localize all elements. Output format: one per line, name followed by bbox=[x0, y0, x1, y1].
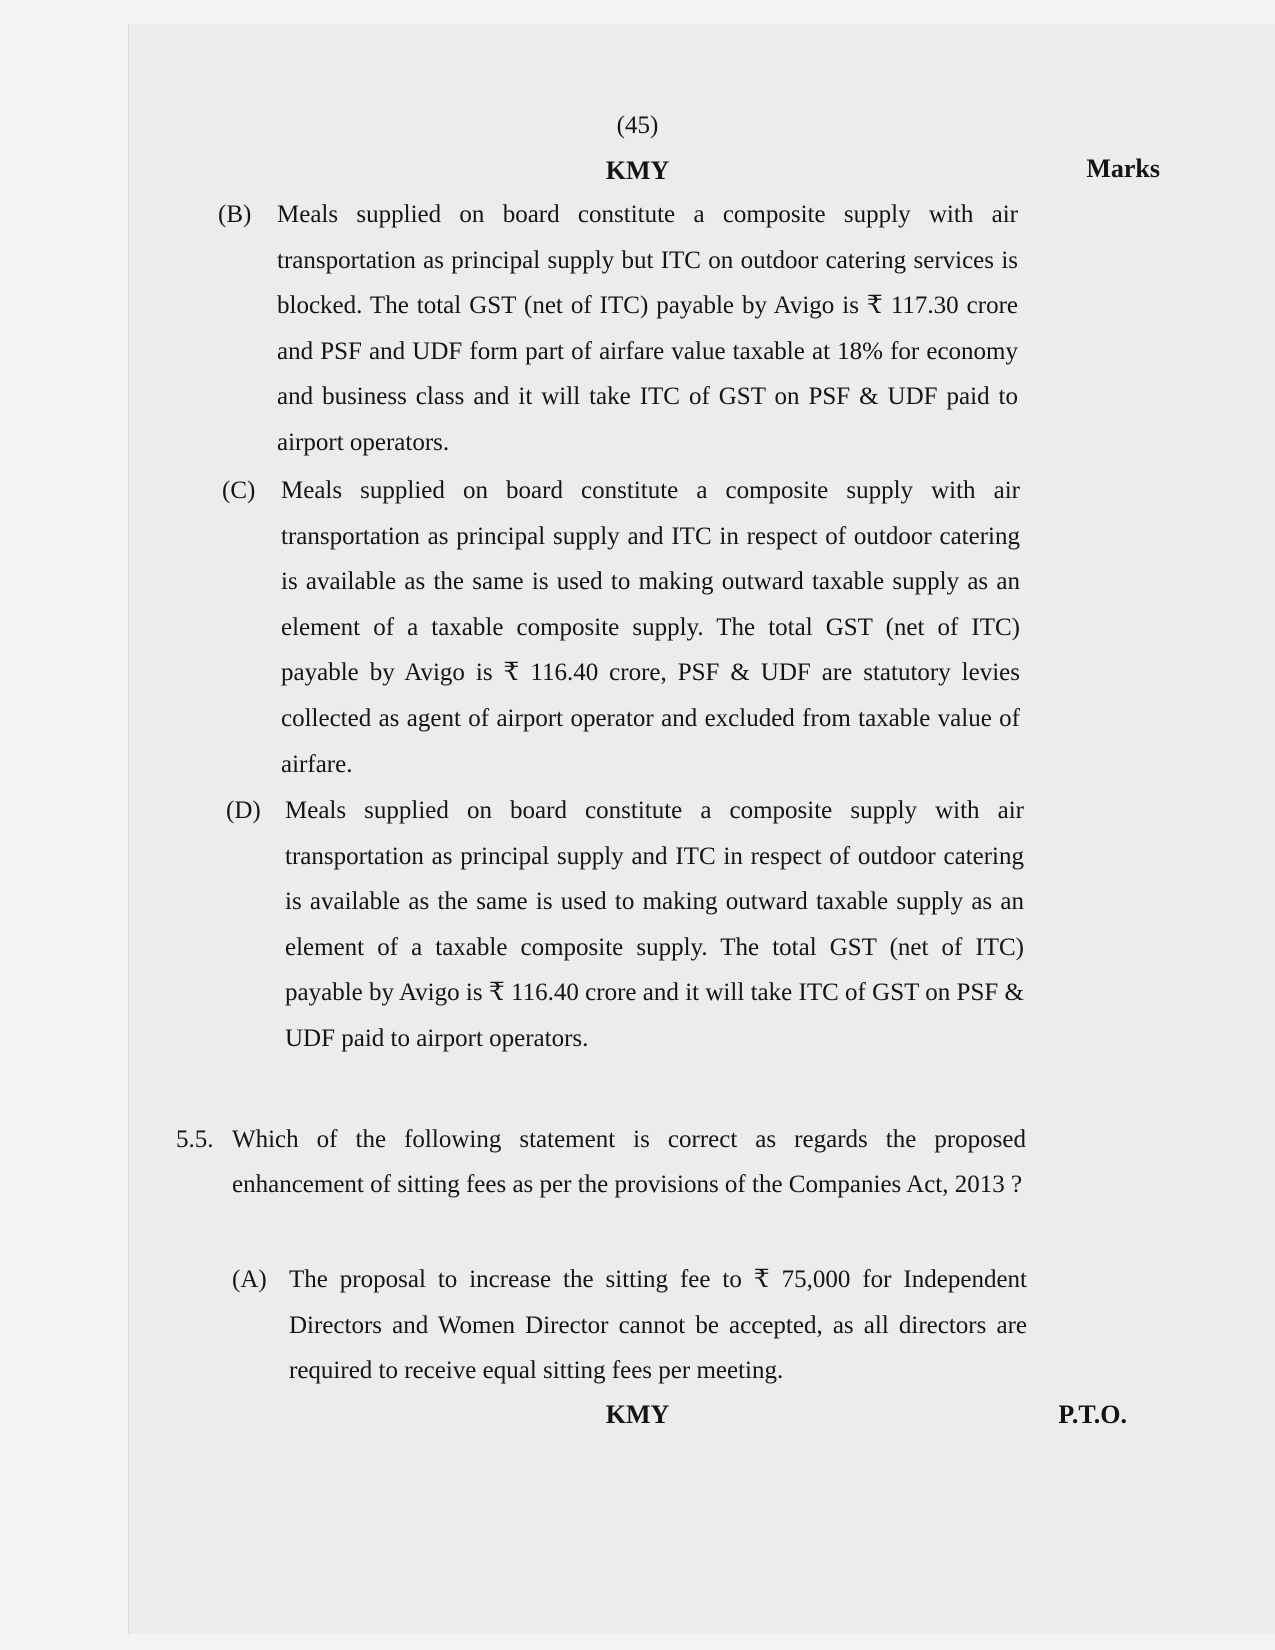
answer-option-c bbox=[222, 468, 1020, 788]
question-number: 5.5. bbox=[176, 1126, 214, 1153]
option-label: (D) bbox=[226, 797, 261, 824]
marks-column-label: Marks bbox=[1086, 154, 1160, 183]
page-number: (45) bbox=[616, 112, 659, 139]
option-text: Meals supplied on board constitute a composite supply with air transportation as principal supply but ITC on outdoor catering services is blocked. The total GST (net of ITC) payable by Avigo is ₹ 117.30 crore and PSF and UDF form part of airfare value taxable at 18% for economy and business class and it will take ITC of GST on PSF & UDF paid to airport operators. bbox=[277, 201, 1018, 456]
option-label: (B) bbox=[218, 201, 252, 228]
option-text: Meals supplied on board constitute a composite supply with air transportation as principal supply and ITC in respect of outdoor catering is available as the same is used to making outward taxable supply as an element of a taxable composite supply. The total GST (net of ITC) payable by Avigo is ₹ 116.40 crore, PSF & UDF are statutory levies collected as agent of airport operator and excluded from taxable value of airfare. bbox=[281, 477, 1020, 778]
answer-option-b bbox=[218, 192, 1018, 467]
question-text: Which of the following statement is correct as regards the proposed enhancement of sitting fees as per the provisions of the Companies Act, 2013 ? bbox=[232, 1126, 1026, 1198]
answer-option-a bbox=[232, 1257, 1027, 1397]
paper-code-footer: KMY bbox=[605, 1400, 670, 1429]
option-text: Meals supplied on board constitute a composite supply with air transportation as principal supply and ITC in respect of outdoor catering is available as the same is used to making outward taxable supply as an element of a taxable composite supply. The total GST (net of ITC) payable by Avigo is ₹ 116.40 crore and it will take ITC of GST on PSF & UDF paid to airport operators. bbox=[285, 797, 1024, 1052]
answer-option-d bbox=[226, 788, 1024, 1063]
paper-code-header: KMY bbox=[605, 156, 670, 185]
option-label: (C) bbox=[222, 477, 256, 504]
option-label: (A) bbox=[232, 1266, 267, 1293]
please-turn-over: P.T.O. bbox=[1058, 1400, 1127, 1429]
option-text: The proposal to increase the sitting fee to ₹ 75,000 for Independent Directors and Women Director cannot be accepted, as all directors are required to receive equal sitting fees per meeting. bbox=[289, 1266, 1027, 1385]
